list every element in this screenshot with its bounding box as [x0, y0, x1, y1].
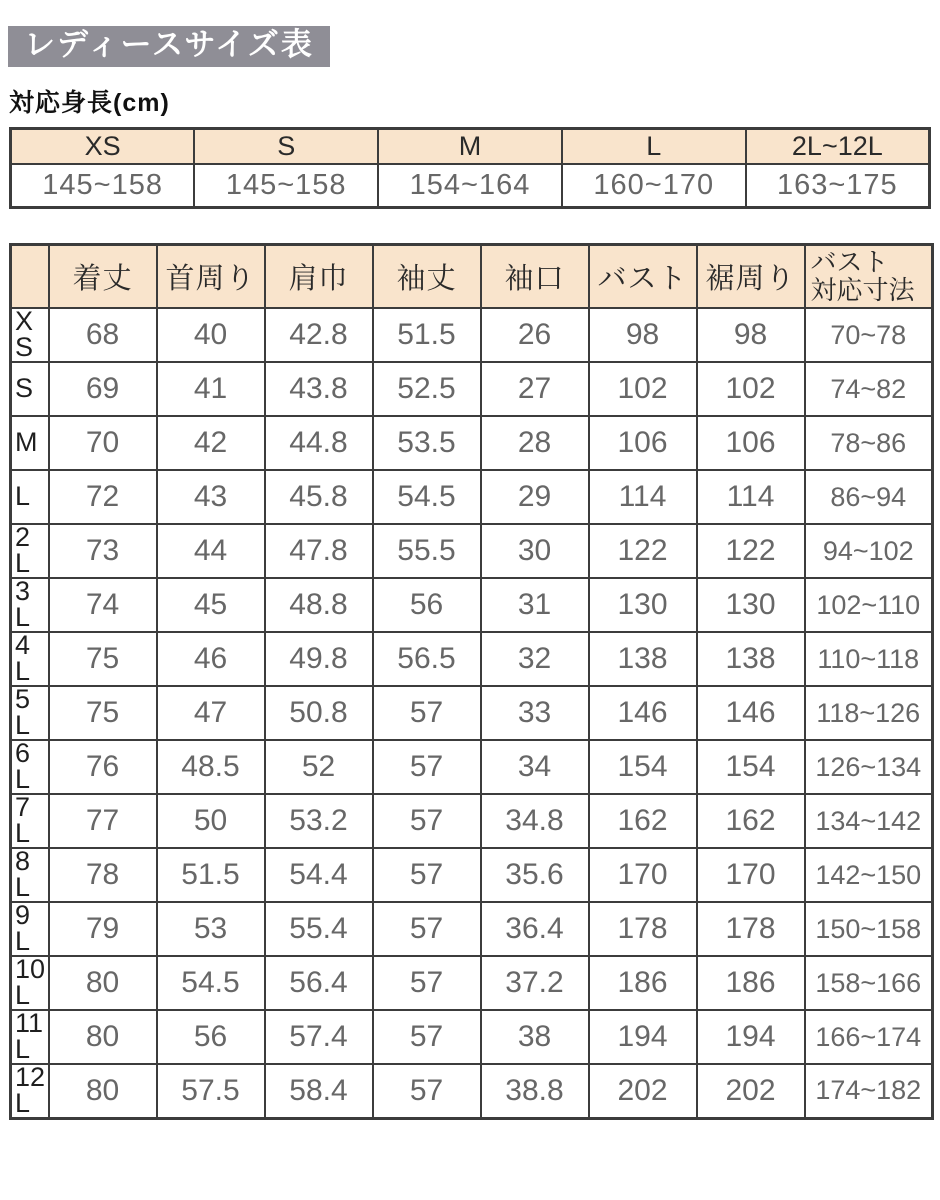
size-cell: 33 [481, 686, 589, 740]
size-cell: 53.2 [265, 794, 373, 848]
table-row [11, 740, 933, 794]
bust-column-header [805, 244, 933, 308]
row-label-line: M [15, 427, 38, 458]
size-cell: 57 [373, 1010, 481, 1064]
size-cell: 51.5 [373, 308, 481, 362]
size-cell: 186 [697, 956, 805, 1010]
row-label [11, 794, 49, 848]
size-cell: 43.8 [265, 362, 373, 416]
size-cell: 79 [49, 902, 157, 956]
table-row [11, 956, 933, 1010]
size-cell: 44.8 [265, 416, 373, 470]
row-label [11, 686, 49, 740]
row-label-line: L [15, 481, 31, 512]
bust-range-cell: 126~134 [805, 740, 933, 794]
size-cell: 37.2 [481, 956, 589, 1010]
size-cell: 55.5 [373, 524, 481, 578]
table-row [11, 686, 933, 740]
row-label-line: L [15, 926, 31, 957]
size-cell: 57 [373, 956, 481, 1010]
row-label [11, 740, 49, 794]
size-cell: 138 [589, 632, 697, 686]
size-cell: 50 [157, 794, 265, 848]
size-cell: 57 [373, 794, 481, 848]
size-cell: 72 [49, 470, 157, 524]
size-cell: 40 [157, 308, 265, 362]
size-cell: 98 [589, 308, 697, 362]
row-label-line: 4 [15, 630, 31, 661]
size-cell: 77 [49, 794, 157, 848]
table-row [11, 848, 933, 902]
height-col-header: 2L~12L [746, 129, 930, 165]
row-label [11, 362, 49, 416]
height-col-header: S [194, 129, 378, 165]
size-cell: 34.8 [481, 794, 589, 848]
size-cell: 26 [481, 308, 589, 362]
row-label [11, 308, 49, 362]
size-cell: 114 [697, 470, 805, 524]
bust-range-cell: 134~142 [805, 794, 933, 848]
size-cell: 70 [49, 416, 157, 470]
size-cell: 57 [373, 686, 481, 740]
row-label [11, 1064, 49, 1118]
row-label-line: S [15, 373, 34, 404]
row-label-line: L [15, 548, 31, 579]
height-col-header: L [562, 129, 746, 165]
size-cell: 68 [49, 308, 157, 362]
table-row [11, 362, 933, 416]
size-cell: 57.4 [265, 1010, 373, 1064]
size-cell: 53.5 [373, 416, 481, 470]
size-cell: 54.5 [373, 470, 481, 524]
size-cell: 78 [49, 848, 157, 902]
column-header: 首周り [157, 244, 265, 308]
size-table [9, 243, 934, 1120]
height-col-header: M [378, 129, 562, 165]
column-header: 袖丈 [373, 244, 481, 308]
row-label-line: L [15, 656, 31, 687]
bust-range-cell: 150~158 [805, 902, 933, 956]
size-cell: 178 [697, 902, 805, 956]
bust-range-cell: 74~82 [805, 362, 933, 416]
table-row [11, 794, 933, 848]
size-cell: 154 [697, 740, 805, 794]
row-label [11, 416, 49, 470]
size-cell: 45.8 [265, 470, 373, 524]
row-label [11, 848, 49, 902]
bust-range-cell: 110~118 [805, 632, 933, 686]
size-cell: 56.4 [265, 956, 373, 1010]
size-cell: 51.5 [157, 848, 265, 902]
size-cell: 44 [157, 524, 265, 578]
bust-range-cell: 166~174 [805, 1010, 933, 1064]
size-cell: 28 [481, 416, 589, 470]
column-header: 肩巾 [265, 244, 373, 308]
size-cell: 56.5 [373, 632, 481, 686]
bust-range-cell: 70~78 [805, 308, 933, 362]
size-cell: 130 [589, 578, 697, 632]
row-label [11, 470, 49, 524]
row-label-line: L [15, 980, 31, 1011]
size-cell: 47.8 [265, 524, 373, 578]
row-label-line: L [15, 818, 31, 849]
size-header-row [11, 244, 933, 308]
size-cell: 122 [697, 524, 805, 578]
size-cell: 27 [481, 362, 589, 416]
size-cell: 54.4 [265, 848, 373, 902]
size-cell: 138 [697, 632, 805, 686]
table-row [11, 578, 933, 632]
size-cell: 46 [157, 632, 265, 686]
size-cell: 74 [49, 578, 157, 632]
height-caption: 対応身長(cm) [9, 89, 170, 118]
table-row [11, 524, 933, 578]
page-title: レディースサイズ表 [8, 26, 330, 67]
size-cell: 54.5 [157, 956, 265, 1010]
row-label-line: L [15, 1034, 31, 1065]
bust-range-cell: 94~102 [805, 524, 933, 578]
table-row [11, 902, 933, 956]
height-range-value: 145~158 [11, 164, 195, 207]
size-cell: 38 [481, 1010, 589, 1064]
size-cell: 36.4 [481, 902, 589, 956]
size-cell: 57 [373, 848, 481, 902]
size-cell: 48.8 [265, 578, 373, 632]
height-header-row [11, 129, 930, 165]
size-cell: 73 [49, 524, 157, 578]
size-cell: 57.5 [157, 1064, 265, 1118]
row-label-line: 6 [15, 738, 31, 769]
size-cell: 75 [49, 686, 157, 740]
table-row [11, 308, 933, 362]
row-label [11, 956, 49, 1010]
bust-range-cell: 118~126 [805, 686, 933, 740]
size-cell: 102 [589, 362, 697, 416]
table-row [11, 1064, 933, 1118]
size-cell: 80 [49, 1064, 157, 1118]
row-label-line: S [15, 332, 34, 363]
row-label-line: L [15, 764, 31, 795]
size-cell: 69 [49, 362, 157, 416]
size-cell: 32 [481, 632, 589, 686]
row-label-line: L [15, 602, 31, 633]
size-cell: 50.8 [265, 686, 373, 740]
size-cell: 35.6 [481, 848, 589, 902]
height-value-row [11, 164, 930, 207]
row-label-line: L [15, 872, 31, 903]
height-range-value: 145~158 [194, 164, 378, 207]
row-label-line: 9 [15, 900, 31, 931]
row-label-line: L [15, 1087, 31, 1118]
height-col-header: XS [11, 129, 195, 165]
size-cell: 106 [589, 416, 697, 470]
table-row [11, 1010, 933, 1064]
size-cell: 75 [49, 632, 157, 686]
row-label [11, 524, 49, 578]
row-label [11, 632, 49, 686]
size-cell: 80 [49, 1010, 157, 1064]
size-cell: 38.8 [481, 1064, 589, 1118]
size-cell: 130 [697, 578, 805, 632]
size-cell: 80 [49, 956, 157, 1010]
size-cell: 76 [49, 740, 157, 794]
row-label-line: 7 [15, 792, 31, 823]
size-cell: 29 [481, 470, 589, 524]
size-cell: 202 [589, 1064, 697, 1118]
size-cell: 154 [589, 740, 697, 794]
row-label-line: L [15, 710, 31, 741]
size-cell: 114 [589, 470, 697, 524]
size-cell: 52.5 [373, 362, 481, 416]
bust-column-header-line: 対応寸法 [810, 275, 915, 306]
size-cell: 31 [481, 578, 589, 632]
size-cell: 57 [373, 740, 481, 794]
column-header: 裾周り [697, 244, 805, 308]
size-cell: 146 [697, 686, 805, 740]
bust-range-cell: 142~150 [805, 848, 933, 902]
column-header: バスト [589, 244, 697, 308]
size-cell: 52 [265, 740, 373, 794]
size-cell: 194 [589, 1010, 697, 1064]
bust-range-cell: 174~182 [805, 1064, 933, 1118]
row-label-line: 2 [15, 522, 31, 553]
row-label-line: 3 [15, 576, 31, 607]
table-row [11, 632, 933, 686]
size-cell: 202 [697, 1064, 805, 1118]
bust-range-cell: 86~94 [805, 470, 933, 524]
size-cell: 34 [481, 740, 589, 794]
size-cell: 47 [157, 686, 265, 740]
bust-range-cell: 102~110 [805, 578, 933, 632]
size-cell: 162 [697, 794, 805, 848]
height-table [9, 127, 931, 209]
row-label-line: 10 [15, 954, 46, 985]
row-label-line: 5 [15, 684, 31, 715]
size-cell: 43 [157, 470, 265, 524]
row-label [11, 1010, 49, 1064]
size-cell: 58.4 [265, 1064, 373, 1118]
size-cell: 162 [589, 794, 697, 848]
size-cell: 178 [589, 902, 697, 956]
size-cell: 57 [373, 902, 481, 956]
size-cell: 56 [157, 1010, 265, 1064]
column-header: 袖口 [481, 244, 589, 308]
size-cell: 122 [589, 524, 697, 578]
size-cell: 186 [589, 956, 697, 1010]
size-cell: 106 [697, 416, 805, 470]
size-cell: 98 [697, 308, 805, 362]
row-label-line: 11 [15, 1008, 44, 1039]
table-row [11, 470, 933, 524]
height-range-value: 163~175 [746, 164, 930, 207]
size-cell: 42 [157, 416, 265, 470]
size-cell: 49.8 [265, 632, 373, 686]
bust-range-cell: 158~166 [805, 956, 933, 1010]
size-cell: 102 [697, 362, 805, 416]
size-cell: 53 [157, 902, 265, 956]
row-label-line: 8 [15, 846, 31, 877]
size-cell: 170 [589, 848, 697, 902]
row-label [11, 902, 49, 956]
row-label [11, 578, 49, 632]
size-cell: 56 [373, 578, 481, 632]
size-cell: 194 [697, 1010, 805, 1064]
size-cell: 48.5 [157, 740, 265, 794]
size-cell: 146 [589, 686, 697, 740]
column-header: 着丈 [49, 244, 157, 308]
size-cell: 57 [373, 1064, 481, 1118]
row-label-line: 12 [15, 1062, 46, 1093]
height-range-value: 160~170 [562, 164, 746, 207]
bust-range-cell: 78~86 [805, 416, 933, 470]
table-row [11, 416, 933, 470]
size-cell: 30 [481, 524, 589, 578]
size-cell: 45 [157, 578, 265, 632]
size-cell: 170 [697, 848, 805, 902]
height-range-value: 154~164 [378, 164, 562, 207]
bust-column-header-line: バスト [810, 246, 889, 277]
size-cell: 42.8 [265, 308, 373, 362]
size-cell: 41 [157, 362, 265, 416]
size-table-body [11, 308, 933, 1118]
corner-cell [11, 244, 49, 308]
size-cell: 55.4 [265, 902, 373, 956]
row-label-line: X [15, 306, 34, 337]
